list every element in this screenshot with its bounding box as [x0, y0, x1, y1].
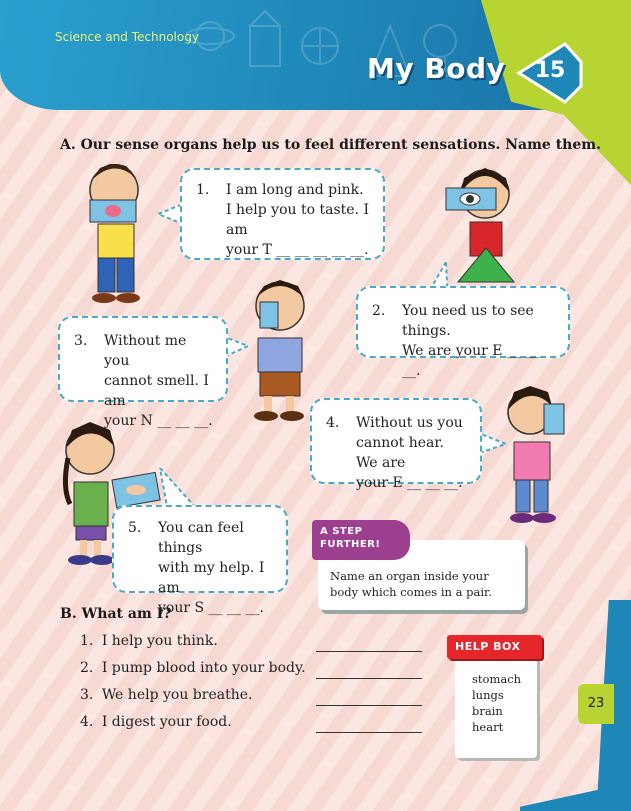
help-word: stomach — [472, 672, 522, 686]
question-text: I help you think. — [101, 633, 218, 649]
bubble-text: You need us to see things. We are your E __ __ __. — [402, 303, 540, 379]
step-further-tag — [312, 520, 410, 560]
section-b-heading: B. What am I? — [60, 606, 172, 622]
help-box — [455, 646, 537, 758]
step-further-title: A STEP FURTHER! — [320, 526, 381, 550]
answer-blank[interactable] — [316, 705, 422, 706]
boy-nose-illustration — [244, 274, 314, 426]
help-word: heart — [472, 720, 504, 734]
speech-bubble-3 — [58, 316, 228, 429]
boy-tongue-illustration — [82, 158, 152, 310]
speech-bubble-1 — [180, 168, 385, 260]
question-item — [80, 714, 232, 730]
question-text: I digest your food. — [101, 714, 232, 730]
bubble-text: Without us you cannot hear. We are your E __ __ __. — [356, 415, 463, 491]
girl-ear-illustration — [498, 380, 568, 528]
question-number: 3. — [80, 687, 94, 703]
section-a-heading: A. Our sense organs help us to feel different sensations. Name them. — [60, 137, 601, 153]
question-number: 1. — [80, 633, 94, 649]
speech-bubble-4 — [310, 398, 482, 491]
bubble-number: 4. — [326, 415, 340, 431]
answer-blank[interactable] — [316, 678, 422, 679]
page-number: 23 — [578, 684, 614, 724]
answer-blank[interactable] — [316, 651, 422, 652]
bubble-text: You can feel things with my help. I am your S __ __ __. — [158, 520, 265, 616]
speech-bubble-2 — [356, 286, 570, 379]
step-further-text: Name an organ inside your body which comes in a pair. — [330, 569, 492, 599]
question-text: We help you breathe. — [101, 687, 253, 703]
question-text: I pump blood into your body. — [101, 660, 306, 676]
subject-label: Science and Technology — [55, 30, 199, 44]
question-item — [80, 660, 306, 676]
bubble-number: 1. — [196, 182, 210, 198]
chapter-number: 15 — [534, 58, 566, 83]
bubble-text: I am long and pink. I help you to taste. I am your T __ __ __ __ __. — [226, 182, 369, 258]
help-word: brain — [472, 704, 503, 718]
help-box-title: HELP BOX — [447, 635, 542, 659]
bubble-number: 5. — [128, 520, 142, 536]
question-item — [80, 633, 218, 649]
bubble-text: Without me you cannot smell. I am your N __ __ __. — [104, 333, 213, 429]
bubble-number: 2. — [372, 303, 386, 319]
question-item — [80, 687, 252, 703]
bubble-number: 3. — [74, 333, 88, 349]
girl-eye-illustration — [440, 164, 530, 304]
answer-blank[interactable] — [316, 732, 422, 733]
help-word: lungs — [472, 688, 504, 702]
speech-bubble-5 — [112, 505, 288, 616]
chapter-title: My Body — [367, 52, 506, 85]
question-number: 2. — [80, 660, 94, 676]
question-number: 4. — [80, 714, 94, 730]
